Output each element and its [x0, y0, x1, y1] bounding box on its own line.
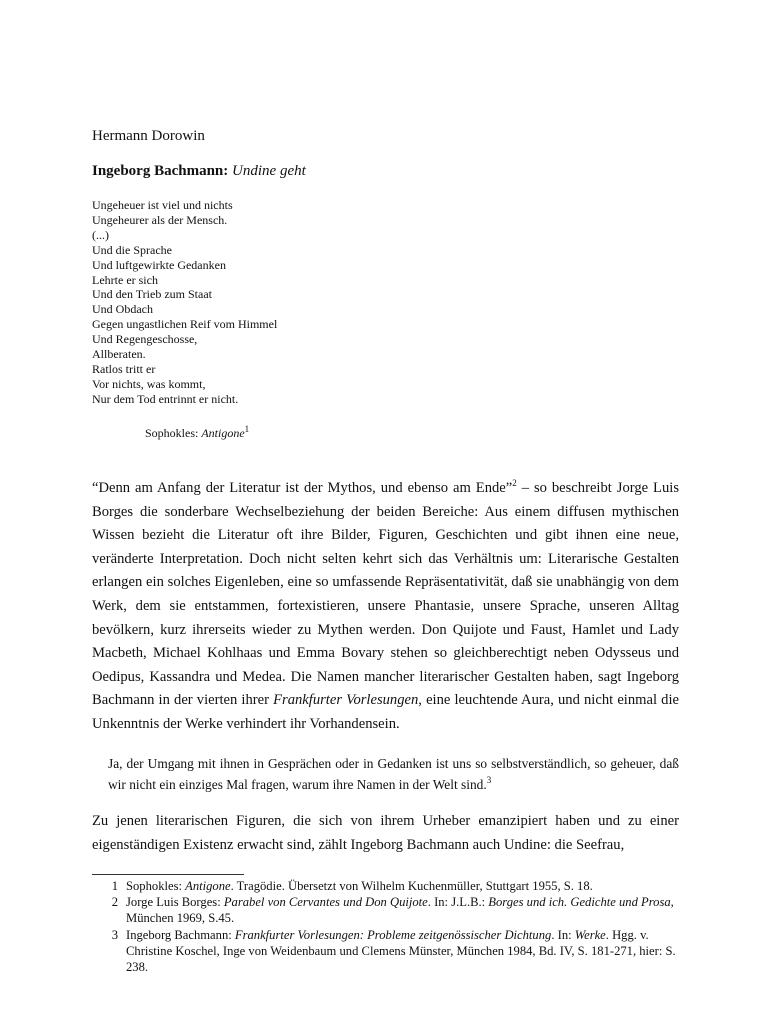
- footnote-part: . In:: [551, 927, 575, 942]
- block-quote: [108, 753, 679, 795]
- work-title: Frankfurter Vorlesungen: [273, 692, 419, 709]
- footnote-ref[interactable]: 3: [486, 775, 492, 785]
- footnote-part: . Hgg. v. Christine Koschel, Inge von Weidenbaum und Clemens Münster, München 1984, Bd. IV, S. 181-271, hier: S. 238.: [126, 927, 676, 975]
- epigraph-poem: [92, 198, 277, 407]
- footnote-part: Ingeborg Bachmann:: [126, 927, 235, 942]
- poem-line: Ungeheuer ist viel und nichts: [92, 198, 233, 212]
- footnote-title: Werke: [574, 927, 606, 942]
- poem-line: Und Obdach: [92, 302, 153, 317]
- footnote-number: 3: [111, 927, 118, 942]
- footnote-number: 2: [111, 895, 118, 910]
- footnote-title: Antigone: [185, 879, 231, 893]
- poem-line: Vor nichts, was kommt,: [92, 376, 206, 391]
- paragraph-text: – so beschreibt Jorge Luis Borges die sonderbare Wechselbeziehung der beiden Bereiche: Aus einem diffusen mythischen Wissen bezieht die Literatur oft ihre Bilder, Figuren, Geschichten und gibt ihnen eine neue, veränderte Interpretation. Doch nicht selten kehrt sich das Verhältnis um: Literarische Gestalten erlangen ein solches Eigenleben, eine so umfassende Repräsentativität, daß sie unabhängig von dem Werk, dem sie entstammen, fortexistieren, unsere Phantasie, unsere Sprache, unseren Alltag bevölkern, kurz ihrerseits wieder zu Mythen werden. Don Quijote und Faust, Hamlet und Lady Macbeth, Michael Kohlhaas und Emma Bovary stehen so gleichberechtigt neben Odysseus und Oedipus, Kassandra und Medea. Die Namen mancher literarischer Gestalten haben, sagt Ingeborg Bachmann in der vierten ihrer: [92, 480, 679, 709]
- epigraph-source: [145, 426, 249, 441]
- footnote-ref[interactable]: 1: [244, 424, 250, 434]
- footnote-divider: [92, 874, 244, 875]
- footnote: [92, 878, 682, 894]
- footnote-text: [126, 894, 682, 926]
- title-work: Undine geht: [232, 163, 306, 179]
- footnote-part: . In: J.L.B.:: [427, 895, 489, 910]
- essay-title: [92, 163, 306, 180]
- borges-quote: “Denn am Anfang der Literatur ist der Mythos, und ebenso am Ende”: [92, 480, 513, 496]
- body-paragraph-2: Zu jenen literarischen Figuren, die sich von ihrem Urheber emanzipiert haben und zu einer eigenständigen Existenz erwacht sind, zählt Ingeborg Bachmann auch Undine: die Seefrau,: [92, 813, 679, 853]
- footnote-number: 1: [111, 879, 118, 893]
- quote-text: Ja, der Umgang mit ihnen in Gesprächen oder in Gedanken ist uns so selbstverständlich, so geheuer, daß wir nicht ein einziges Mal fragen, warum ihre Namen in der Welt sind.: [108, 756, 679, 792]
- footnote: [92, 894, 682, 926]
- poem-line: Ungeheurer als der Mensch.: [92, 212, 228, 227]
- poem-line: Allberaten.: [92, 347, 146, 362]
- footnote-title: Parabel von Cervantes und Don Quijote: [223, 895, 428, 910]
- poem-line: Und die Sprache: [92, 242, 172, 257]
- poem-line: Und luftgewirkte Gedanken: [92, 257, 226, 272]
- footnote-part: , München 1969, S.45.: [126, 895, 674, 926]
- source-work: Antigone: [201, 426, 245, 440]
- source-prefix: Sophokles:: [145, 426, 202, 440]
- poem-line: Ratlos tritt er: [92, 361, 156, 376]
- poem-line: Und den Trieb zum Staat: [92, 287, 212, 302]
- footnote-title: Borges und ich. Gedichte und Prosa: [488, 895, 671, 910]
- poem-line: (...): [92, 227, 109, 242]
- footnote: [92, 927, 682, 976]
- footnote-text: [126, 878, 682, 894]
- body-paragraph-1: [92, 477, 679, 737]
- footnote-part: Sophokles:: [126, 879, 186, 893]
- poem-line: Nur dem Tod entrinnt er nicht.: [92, 391, 239, 406]
- poem-line: Gegen ungastlichen Reif vom Himmel: [92, 317, 278, 332]
- footnotes: [92, 878, 682, 975]
- footnote-title: Frankfurter Vorlesungen: Probleme zeitgenössischer Dichtung: [234, 927, 552, 942]
- poem-line: Und Regengeschosse,: [92, 332, 198, 347]
- title-author: Ingeborg Bachmann:: [92, 163, 229, 179]
- author-name: Hermann Dorowin: [92, 128, 205, 144]
- footnote-ref[interactable]: 2: [512, 478, 517, 488]
- paragraph-text: , eine leuchtende Aura, und nicht einmal die Unkenntnis der Werke verhindert ihr Vorhandensein.: [92, 692, 679, 732]
- footnote-part: Jorge Luis Borges:: [126, 895, 224, 910]
- poem-line: Lehrte er sich: [92, 272, 158, 287]
- footnote-part: . Tragödie. Übersetzt von Wilhelm Kuchenmüller, Stuttgart 1955, S. 18.: [230, 879, 593, 893]
- footnote-text: [126, 927, 682, 976]
